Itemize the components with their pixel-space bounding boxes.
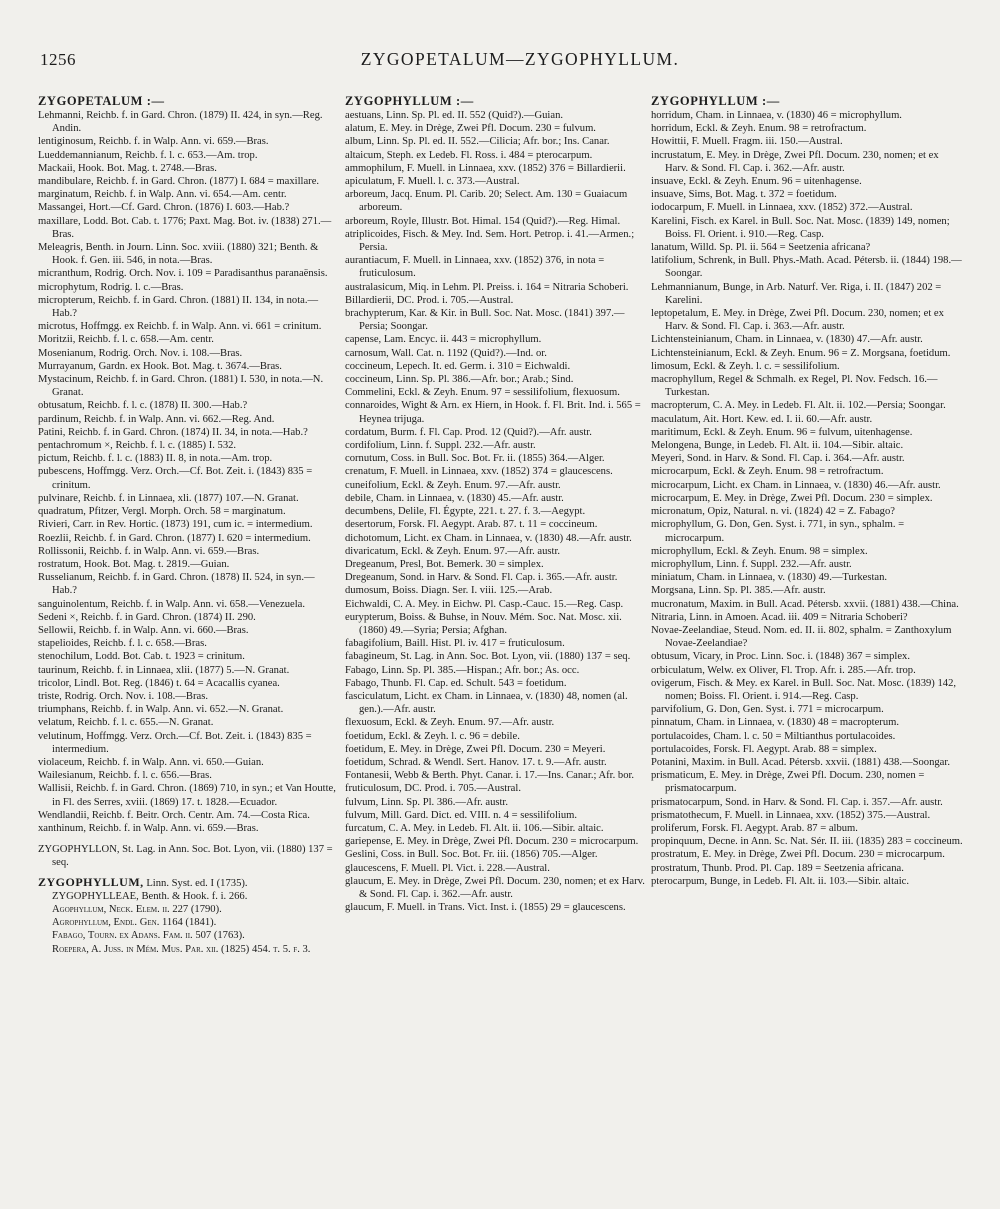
entry: velatum, Reichb. f. l. c. 655.—N. Granat. [38,717,214,729]
entry: maculatum, Ait. Hort. Kew. ed. I. ii. 60.—Afr. austr. [651,413,873,425]
entry: cornutum, Coss. in Bull. Soc. Bot. Fr. ii. (1855) 364.—Alger. [345,453,605,465]
entry: macropterum, C. A. Mey. in Ledeb. Fl. Alt. ii. 102.—Persia; Soongar. [651,400,946,412]
column-1 [38,94,336,956]
entry: microcarpum, Licht. ex Cham. in Linnaea, v. (1830) 46.—Afr. austr. [651,479,941,491]
entry: Meyeri, Sond. in Harv. & Sond. Fl. Cap. i. 364.—Afr. austr. [651,453,905,465]
entry: carnosum, Wall. Cat. n. 1192 (Quid?).—Ind. or. [345,347,547,359]
entry: microcarpum, Eckl. & Zeyh. Enum. 98 = retrofractum. [651,466,884,478]
entry: decumbens, Delile, Fl. Égypte, 221. t. 27. f. 3.—Aegypt. [345,506,586,518]
entry: Patini, Reichb. f. in Gard. Chron. (1874) II. 34, in nota.—Hab.? [38,426,308,438]
entry: triumphans, Reichb. f. in Walp. Ann. vi. 652.—N. Granat. [38,704,284,716]
entry: taurinum, Reichb. f. in Linnaea, xlii. (1877) 5.—N. Granat. [38,664,290,676]
entry: obtusum, Vicary, in Proc. Linn. Soc. i. (1848) 367 = simplex. [651,651,910,663]
entry: apiculatum, F. Muell. l. c. 373.—Austral. [345,176,520,188]
entry: pinnatum, Cham. in Linnaea, v. (1830) 48 = macropterum. [651,717,900,729]
entry: cuneifolium, Eckl. & Zeyh. Enum. 97.—Afr. austr. [345,479,561,491]
column-2 [345,94,645,914]
entry: cordatum, Burm. f. Fl. Cap. Prod. 12 (Quid?).—Afr. austr. [345,426,592,438]
entry: Melongena, Bunge, in Ledeb. Fl. Alt. ii. 104.—Sibir. altaic. [651,440,904,452]
entry: pictum, Reichb. f. l. c. (1883) II. 8, in nota.—Am. trop. [38,453,273,465]
entry: cordifolium, Linn. f. Suppl. 232.—Afr. austr. [345,440,536,452]
entry: foetidum, Schrad. & Wendl. Sert. Hanov. 17. t. 9.—Afr. austr. [345,756,607,768]
entry: Novae-Zeelandiae, Steud. Nom. ed. II. ii. 802, sphalm. = Zanthoxylum Novae-Zeelandiae? [651,624,952,650]
entry-list [38,109,336,835]
entry: microtus, Hoffmgg. ex Reichb. f. in Walp. Ann. vi. 661 = crinitum. [38,321,322,333]
entry: dumosum, Boiss. Diagn. Ser. I. viii. 125.—Arab. [345,585,553,597]
entry: latifolium, Schrenk, in Bull. Phys.-Math. Acad. Pétersb. ii. (1844) 198.—Soongar. [651,255,962,280]
running-head: ZYGOPETALUM—ZYGOPHYLLUM. [360,49,680,69]
entry: Lehmannianum, Bunge, in Arb. Naturf. Ver. Riga, i. II. (1847) 202 = Karelini. [651,281,942,306]
entry: furcatum, C. A. Mey. in Ledeb. Fl. Alt. ii. 106.—Sibir. altaic. [345,822,604,834]
entry: connaroides, Wight & Arn. ex Hiern, in Hook. f. Fl. Brit. Ind. i. 565 = Heynea trijuga. [345,400,641,425]
entry: dichotomum, Licht. ex Cham. in Linnaea, v. (1830) 48.—Afr. austr. [345,532,632,544]
entry: arboreum, Jacq. Enum. Pl. Carib. 20; Select. Am. 130 = Guaiacum arboreum. [345,189,628,214]
entry: foetidum, E. Mey. in Drège, Zwei Pfl. Docum. 230 = Meyeri. [345,743,606,755]
entry: leptopetalum, E. Mey. in Drège, Zwei Pfl. Docum. 230, nomen; et ex Harv. & Sond. Fl. Cap. i. 363.—Afr. austr. [651,308,944,333]
entry: proliferum, Forsk. Fl. Aegypt. Arab. 87 = album. [651,822,858,834]
entry: obtusatum, Reichb. f. l. c. (1878) II. 300.—Hab.? [38,400,248,412]
synonym: Agrophyllum, Endl. Gen. 1164 (1841). [52,917,217,929]
entry: Dregeanum, Presl, Bot. Bemerk. 30 = simplex. [345,558,544,570]
entry: glaucescens, F. Muell. Pl. Vict. i. 228.—Austral. [345,862,550,874]
entry: debile, Cham. in Linnaea, v. (1830) 45.—Afr. austr. [345,492,564,504]
entry: pubescens, Hoffmgg. Verz. Orch.—Cf. Bot. Zeit. i. (1843) 835 = crinitum. [38,466,313,491]
entry: prostratum, E. Mey. in Drège, Zwei Pfl. Docum. 230 = microcarpum. [651,849,945,861]
entry: Roezlii, Reichb. f. in Gard. Chron. (1877) I. 620 = intermedium. [38,532,311,544]
entry: australasicum, Miq. in Lehm. Pl. Preiss. i. 164 = Nitraria Schoberi. [345,281,629,293]
entry: eurypterum, Boiss. & Buhse, in Nouv. Mém. Soc. Nat. Mosc. xii. (1860) 49.—Syria; Persia; Afghan. [345,611,622,636]
entry: micronatum, Opiz, Natural. n. vi. (1824) 42 = Z. Fabago? [651,506,895,518]
entry: maritimum, Eckl. & Zeyh. Enum. 96 = fulvum, uitenhagense. [651,426,913,438]
entry: portulacoides, Cham. l. c. 50 = Miltianthus portulacoides. [651,730,896,742]
entry: Howittii, F. Muell. Fragm. iii. 150.—Austral. [651,136,843,148]
entry: fasciculatum, Licht. ex Cham. in Linnaea, v. (1830) 48, nomen (al. gen.).—Afr. austr. [345,690,628,716]
entry: lentiginosum, Reichb. f. in Walp. Ann. vi. 659.—Bras. [38,136,269,148]
entry: microphyllum, Eckl. & Zeyh. Enum. 98 = simplex. [651,545,868,557]
entry: triste, Rodrig. Orch. Nov. i. 108.—Bras. [38,690,208,702]
entry-list [651,109,963,888]
entry: Lichtensteinianum, Cham. in Linnaea, v. (1830) 47.—Afr. austr. [651,334,923,346]
entry: Eichwaldi, C. A. Mey. in Eichw. Pl. Casp.-Cauc. 15.—Reg. Casp. [345,598,624,610]
entry: Karelini, Fisch. ex Karel. in Bull. Soc. Nat. Mosc. (1839) 149, nomen; Boiss. Fl. Orient. i. 910.—Reg. Casp. [651,215,950,240]
entry: brachypterum, Kar. & Kir. in Bull. Soc. Nat. Mosc. (1841) 397.—Persia; Soongar. [345,308,625,333]
entry: Rivieri, Carr. in Rev. Hortic. (1873) 191, cum ic. = intermedium. [38,519,313,531]
entry: Russelianum, Reichb. f. in Gard. Chron. (1878) II. 524, in syn.—Hab.? [38,572,315,597]
entry: flexuosum, Eckl. & Zeyh. Enum. 97.—Afr. austr. [345,717,555,729]
entry: iodocarpum, F. Muell. in Linnaea, xxv. (1852) 372.—Austral. [651,202,913,214]
entry: pardinum, Reichb. f. in Walp. Ann. vi. 662.—Reg. And. [38,413,275,425]
entry: microphyllum, Linn. f. Suppl. 232.—Afr. austr. [651,558,852,570]
entry: Mackaii, Hook. Bot. Mag. t. 2748.—Bras. [38,162,217,174]
entry: altaicum, Steph. ex Ledeb. Fl. Ross. i. 484 = pterocarpum. [345,149,593,161]
genus-citation: Linn. Syst. ed. I (1735). ZYGOPHYLLEAE, Benth. & Hook. f. i. 266. [52,877,248,902]
entry: Moritzii, Reichb. f. l. c. 658.—Am. centr. [38,334,214,346]
entry: violaceum, Reichb. f. in Walp. Ann. vi. 650.—Guian. [38,756,264,768]
entry: Geslini, Coss. in Bull. Soc. Bot. Fr. iii. (1856) 705.—Alger. [345,849,598,861]
synonym: Roepera, A. Juss. in Mém. Mus. Par. xii. (1825) 454. t. 5. f. 3. [52,943,311,955]
entry: aurantiacum, F. Muell. in Linnaea, xxv. (1852) 376, in nota = fruticulosum. [345,255,605,280]
entry: Meleagris, Benth. in Journ. Linn. Soc. xviii. (1880) 321; Benth. & Hook. f. Gen. iii. 546, in nota.—Bras. [38,242,319,267]
entry: orbiculatum, Welw. ex Oliver, Fl. Trop. Afr. i. 285.—Afr. trop. [651,664,916,676]
entry: Wailesianum, Reichb. f. l. c. 656.—Bras. [38,770,212,782]
page-number: 1256 [40,50,76,69]
entry: Fabago, Linn. Sp. Pl. 385.—Hispan.; Afr. bor.; As. occ. [345,664,580,676]
entry: prostratum, Thunb. Prod. Pl. Cap. 189 = Seetzenia africana. [651,862,904,874]
synonym-list [38,903,336,956]
entry: divaricatum, Eckl. & Zeyh. Enum. 97.—Afr. austr. [345,545,561,557]
entry: marginatum, Reichb. f. in Walp. Ann. vi. 654.—Am. centr. [38,189,287,201]
entry: limosum, Eckl. & Zeyh. l. c. = sessilifolium. [651,360,840,372]
genus-intro [38,876,336,903]
entry: maxillare, Lodd. Bot. Cab. t. 1776; Paxt. Mag. Bot. iv. (1838) 271.—Bras. [38,215,332,240]
entry-list [345,109,645,914]
entry: micranthum, Rodrig. Orch. Nov. i. 109 = Paradisanthus paranaënsis. [38,268,328,280]
entry: Potanini, Maxim. in Bull. Acad. Pétersb. xxvii. (1881) 438.—Soongar. [651,756,950,768]
entry: Fontanesii, Webb & Berth. Phyt. Canar. i. 17.—Ins. Canar.; Afr. bor. [345,770,635,782]
entry: coccineum, Linn. Sp. Pl. 386.—Afr. bor.; Arab.; Sind. [345,374,574,386]
entry: quadratum, Pfitzer, Vergl. Morph. Orch. 58 = marginatum. [38,506,286,518]
entry: Lueddemannianum, Reichb. f. l. c. 653.—Am. trop. [38,149,258,161]
entry: propinquum, Decne. in Ann. Sc. Nat. Sér. II. iii. (1835) 283 = coccineum. [651,836,963,848]
entry: fabagifolium, Baill. Hist. Pl. iv. 417 = fruticulosum. [345,638,565,650]
entry: Mosenianum, Rodrig. Orch. Nov. i. 108.—Bras. [38,347,243,359]
entry: mucronatum, Maxim. in Bull. Acad. Pétersb. xxvii. (1881) 438.—China. [651,598,959,610]
entry: Nitraria, Linn. in Amoen. Acad. iii. 409 = Nitraria Schoberi? [651,611,908,623]
entry: Sedeni ×, Reichb. f. in Gard. Chron. (1874) II. 290. [38,611,256,623]
entry: pterocarpum, Bunge, in Ledeb. Fl. Alt. ii. 103.—Sibir. altaic. [651,875,910,887]
entry: album, Linn. Sp. Pl. ed. II. 552.—Cilicia; Afr. bor.; Ins. Canar. [345,136,610,148]
entry: desertorum, Forsk. Fl. Aegypt. Arab. 87. t. 11 = coccineum. [345,519,598,531]
entry: insuave, Sims, Bot. Mag. t. 372 = foetidum. [651,189,837,201]
entry: rostratum, Hook. Bot. Mag. t. 2819.—Guian. [38,558,230,570]
entry: microphyllum, G. Don, Gen. Syst. i. 771, in syn., sphalm. = microcarpum. [651,519,905,544]
entry: crenatum, F. Muell. in Linnaea, xxv. (1852) 374 = glaucescens. [345,466,613,478]
entry: aestuans, Linn. Sp. Pl. ed. II. 552 (Quid?).—Guian. [345,110,564,121]
entry: Morgsana, Linn. Sp. Pl. 385.—Afr. austr. [651,585,826,597]
entry: pulvinare, Reichb. f. in Linnaea, xli. (1877) 107.—N. Granat. [38,492,299,504]
entry: Commelini, Eckl. & Zeyh. Enum. 97 = sessilifolium, flexuosum. [345,387,620,399]
entry: ovigerum, Fisch. & Mey. ex Karel. in Bull. Soc. Nat. Mosc. (1839) 142, nomen; Boiss. Fl. Orient. i. 914.—Reg. Casp. [651,677,957,702]
entry: prismatothecum, F. Muell. in Linnaea, xxv. (1852) 375.—Austral. [651,809,931,821]
entry: miniatum, Cham. in Linnaea, v. (1830) 49.—Turkestan. [651,572,888,584]
entry: fulvum, Linn. Sp. Pl. 386.—Afr. austr. [345,796,509,808]
entry: coccineum, Lepech. It. ed. Germ. i. 310 = Eichwaldi. [345,360,571,372]
entry: Massangei, Hort.—Cf. Gard. Chron. (1876) I. 603.—Hab.? [38,202,290,214]
entry: Lehmanni, Reichb. f. in Gard. Chron. (1879) II. 424, in syn.—Reg. Andin. [38,110,323,135]
entry: arboreum, Royle, Illustr. Bot. Himal. 154 (Quid?).—Reg. Himal. [345,215,621,227]
entry: glaucum, F. Muell. in Trans. Vict. Inst. i. (1855) 29 = glaucescens. [345,902,626,914]
entry: horridum, Cham. in Linnaea, v. (1830) 46 = microphyllum. [651,110,902,121]
entry: gariepense, E. Mey. in Drège, Zwei Pfl. Docum. 230 = microcarpum. [345,836,639,848]
entry: ammophilum, F. Muell. in Linnaea, xxv. (1852) 376 = Billardierii. [345,162,626,174]
entry: Dregeanum, Sond. in Harv. & Sond. Fl. Cap. i. 365.—Afr. austr. [345,572,618,584]
entry: Wendlandii, Reichb. f. Beitr. Orch. Centr. Am. 74.—Costa Rica. [38,809,310,821]
entry: foetidum, Eckl. & Zeyh. l. c. 96 = debile. [345,730,520,742]
column-3 [651,94,963,888]
entry: Mystacinum, Reichb. f. in Gard. Chron. (1881) I. 530, in nota.—N. Granat. [38,374,324,399]
entry: microcarpum, E. Mey. in Drège, Zwei Pfl. Docum. 230 = simplex. [651,492,933,504]
entry: alatum, E. Mey. in Drège, Zwei Pfl. Docum. 230 = fulvum. [345,123,596,135]
entry: Lichtensteinianum, Eckl. & Zeyh. Enum. 96 = Z. Morgsana, foetidum. [651,347,951,359]
entry: fabagineum, St. Lag. in Ann. Soc. Bot. Lyon, vii. (1880) 137 = seq. [345,651,631,663]
entry: incrustatum, E. Mey. in Drège, Zwei Pfl. Docum. 230, nomen; et ex Harv. & Sond. Fl. Cap. i. 362.—Afr. austr. [651,149,939,174]
entry: atriplicoides, Fisch. & Mey. Ind. Sem. Hort. Petrop. i. 41.—Armen.; Persia. [345,228,635,254]
column-heading: ZYGOPHYLLUM :— [651,94,780,108]
column-heading: ZYGOPETALUM :— [38,94,165,108]
entry: tricolor, Lindl. Bot. Reg. (1846) t. 64 = Acacallis cyanea. [38,677,280,689]
entry: Billardierii, DC. Prod. i. 705.—Austral. [345,294,514,306]
entry: fruticulosum, DC. Prod. i. 705.—Austral. [345,783,521,795]
entry: Sellowii, Reichb. f. in Walp. Ann. vi. 660.—Bras. [38,624,249,636]
entry: microphytum, Rodrig. l. c.—Bras. [38,281,184,293]
entry: stapelioides, Reichb. f. l. c. 658.—Bras. [38,638,207,650]
entry: Wallisii, Reichb. f. in Gard. Chron. (1869) 710, in syn.; et Van Houtte, in Fl. des Serres, xviii. (1869) 17. t. 1828.—Ecuador. [38,783,336,808]
column-heading: ZYGOPHYLLUM :— [345,94,474,108]
entry: glaucum, E. Mey. in Drège, Zwei Pfl. Docum. 230, nomen; et ex Harv. & Sond. Fl. Cap. i. 362.—Afr. austr. [345,875,645,900]
entry: mandibulare, Reichb. f. in Gard. Chron. (1877) I. 684 = maxillare. [38,176,320,188]
entry: parvifolium, G. Don, Gen. Syst. i. 771 = microcarpum. [651,704,884,716]
genus-name: ZYGOPHYLLUM, [38,874,144,889]
synonym: Agophyllum, Neck. Elem. ii. 227 (1790). [52,903,222,915]
entry: Murrayanum, Gardn. ex Hook. Bot. Mag. t. 3674.—Bras. [38,360,282,372]
entry: horridum, Eckl. & Zeyh. Enum. 98 = retrofractum. [651,123,867,135]
entry: Fabago, Thunb. Fl. Cap. ed. Schult. 543 = foetidum. [345,677,567,689]
entry: velutinum, Hoffmgg. Verz. Orch.—Cf. Bot. Zeit. i. (1843) 835 = intermedium. [38,730,312,755]
entry: Rollissonii, Reichb. f. in Walp. Ann. vi. 659.—Bras. [38,545,260,557]
entry: insuave, Eckl. & Zeyh. Enum. 96 = uitenhagense. [651,176,862,188]
cross-reference-note: ZYGOPHYLLON, St. Lag. in Ann. Soc. Bot. Lyon, vii. (1880) 137 = seq. [38,844,333,869]
entry: prismatocarpum, Sond. in Harv. & Sond. Fl. Cap. i. 357.—Afr. austr. [651,796,943,808]
entry: micropterum, Reichb. f. in Gard. Chron. (1881) II. 134, in nota.—Hab.? [38,294,319,320]
entry: portulacoides, Forsk. Fl. Aegypt. Arab. 88 = simplex. [651,743,877,755]
entry: macrophyllum, Regel & Schmalh. ex Regel, Pl. Nov. Fedsch. 16.—Turkestan. [651,374,938,399]
entry: lanatum, Willd. Sp. Pl. ii. 564 = Seetzenia africana? [651,242,871,254]
entry: capense, Lam. Encyc. ii. 443 = microphyllum. [345,334,542,346]
entry: xanthinum, Reichb. f. in Walp. Ann. vi. 659.—Bras. [38,822,259,834]
entry: sanguinolentum, Reichb. f. in Walp. Ann. vi. 658.—Venezuela. [38,598,305,610]
synonym: Fabago, Tourn. ex Adans. Fam. ii. 507 (1763). [52,930,245,942]
entry: fulvum, Mill. Gard. Dict. ed. VIII. n. 4 = sessilifolium. [345,809,578,821]
entry: prismaticum, E. Mey. in Drège, Zwei Pfl. Docum. 230, nomen = prismatocarpum. [651,770,925,795]
entry: pentachromum ×, Reichb. f. l. c. (1885) I. 532. [38,440,237,452]
entry: stenochilum, Lodd. Bot. Cab. t. 1923 = crinitum. [38,651,245,663]
